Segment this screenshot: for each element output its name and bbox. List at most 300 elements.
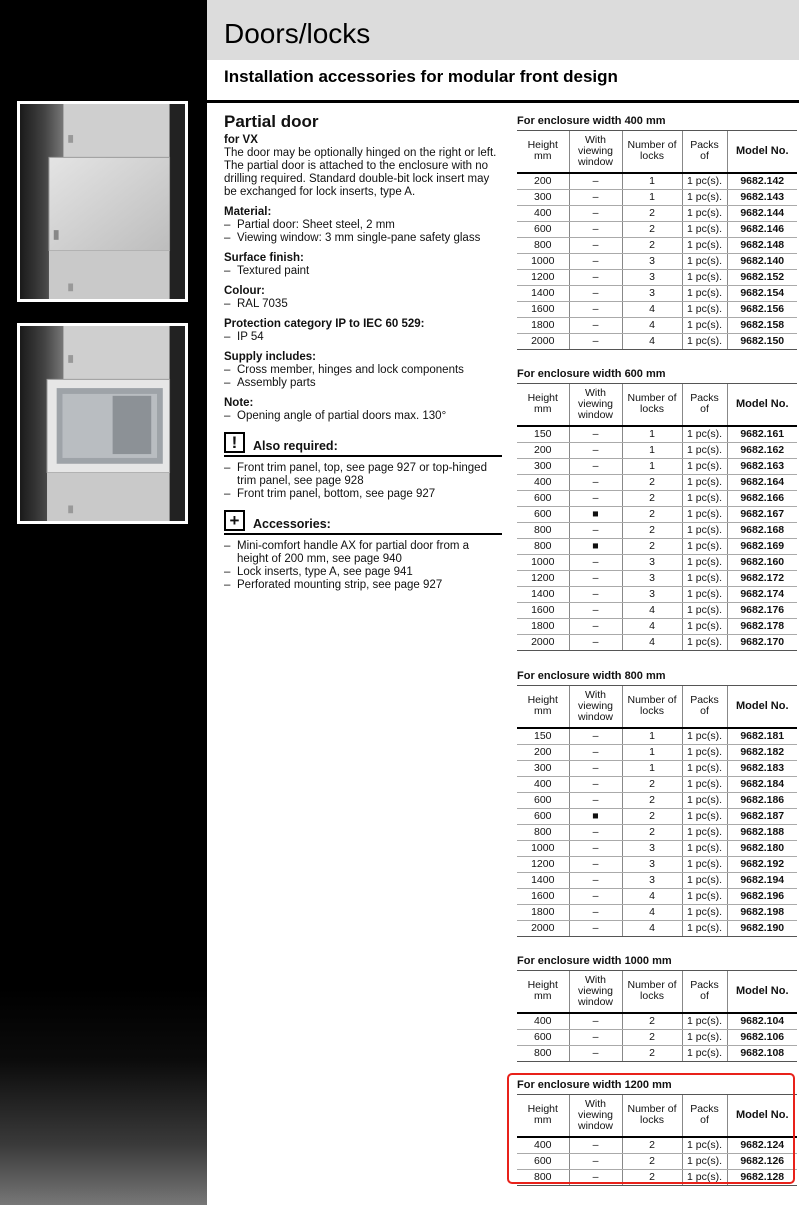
model-cell: 9682.163 bbox=[727, 458, 797, 474]
window-cell: – bbox=[569, 760, 622, 776]
locks-cell: 1 bbox=[622, 728, 682, 745]
locks-cell: 2 bbox=[622, 1137, 682, 1154]
order-table bbox=[517, 1094, 797, 1186]
window-cell: – bbox=[569, 189, 622, 205]
locks-cell: 2 bbox=[622, 205, 682, 221]
table-row bbox=[517, 1137, 797, 1154]
packs-cell: 1 pc(s). bbox=[682, 522, 727, 538]
header-line: mm bbox=[534, 150, 552, 163]
model-cell: 9682.156 bbox=[727, 301, 797, 317]
model-cell: 9682.168 bbox=[727, 522, 797, 538]
header-line: mm bbox=[534, 705, 552, 718]
packs-cell: 1 pc(s). bbox=[682, 317, 727, 333]
locks-cell: 4 bbox=[622, 333, 682, 349]
table-caption: For enclosure width 600 mm bbox=[517, 368, 666, 380]
window-cell: – bbox=[569, 792, 622, 808]
height-cell: 600 bbox=[517, 490, 569, 506]
order-table bbox=[517, 685, 797, 937]
table-row bbox=[517, 554, 797, 570]
enclosure-table bbox=[517, 954, 797, 1062]
model-cell: 9682.196 bbox=[727, 888, 797, 904]
table-row bbox=[517, 221, 797, 237]
locks-cell: 2 bbox=[622, 1169, 682, 1185]
height-cell: 1200 bbox=[517, 269, 569, 285]
height-cell: 200 bbox=[517, 173, 569, 190]
table-row bbox=[517, 189, 797, 205]
packs-cell: 1 pc(s). bbox=[682, 333, 727, 349]
column-header-packs bbox=[682, 971, 727, 1013]
table-row bbox=[517, 426, 797, 443]
locks-cell: 4 bbox=[622, 888, 682, 904]
locks-cell: 2 bbox=[622, 1153, 682, 1169]
height-cell: 150 bbox=[517, 426, 569, 443]
height-cell: 600 bbox=[517, 506, 569, 522]
packs-cell: 1 pc(s). bbox=[682, 760, 727, 776]
locks-cell: 3 bbox=[622, 570, 682, 586]
table-row bbox=[517, 506, 797, 522]
table-row bbox=[517, 1169, 797, 1185]
model-cell: 9682.174 bbox=[727, 586, 797, 602]
header-line: mm bbox=[534, 1114, 552, 1127]
header-line: Height bbox=[527, 979, 558, 992]
height-cell: 2000 bbox=[517, 920, 569, 936]
order-table bbox=[517, 383, 797, 651]
column-header-window bbox=[569, 971, 622, 1013]
section-list bbox=[224, 265, 502, 278]
header-divider bbox=[207, 100, 799, 103]
header-line: window bbox=[577, 1119, 614, 1132]
table-row bbox=[517, 744, 797, 760]
intro-text: The door may be optionally hinged on the right or left. The partial door is attached to the enclosure with no drilling required. Standard double-bit lock insert may be exchanged for lock inserts, type A. bbox=[224, 147, 497, 198]
model-cell: 9682.140 bbox=[727, 253, 797, 269]
section-heading: Protection category IP to IEC 60 529: bbox=[224, 318, 425, 330]
enclosure-table bbox=[517, 114, 797, 350]
locks-cell: 1 bbox=[622, 760, 682, 776]
window-cell: – bbox=[569, 744, 622, 760]
model-cell: 9682.167 bbox=[727, 506, 797, 522]
header-line: Packs bbox=[690, 979, 719, 992]
section-list bbox=[224, 364, 502, 390]
locks-cell: 4 bbox=[622, 602, 682, 618]
locks-cell: 4 bbox=[622, 920, 682, 936]
header-line: of bbox=[700, 990, 709, 1003]
header-line: Height bbox=[527, 1103, 558, 1116]
window-cell: – bbox=[569, 840, 622, 856]
header-line: of bbox=[700, 150, 709, 163]
height-cell: 800 bbox=[517, 1045, 569, 1061]
packs-cell: 1 pc(s). bbox=[682, 538, 727, 554]
model-cell: 9682.170 bbox=[727, 634, 797, 650]
header-line: Number of bbox=[627, 139, 677, 152]
height-cell: 200 bbox=[517, 744, 569, 760]
section-heading: Material: bbox=[224, 206, 272, 218]
header-line: locks bbox=[640, 150, 664, 163]
order-table bbox=[517, 130, 797, 350]
packs-cell: 1 pc(s). bbox=[682, 269, 727, 285]
window-cell: – bbox=[569, 1045, 622, 1061]
window-cell: – bbox=[569, 237, 622, 253]
table-caption: For enclosure width 1000 mm bbox=[517, 955, 672, 967]
packs-cell: 1 pc(s). bbox=[682, 744, 727, 760]
window-cell: – bbox=[569, 458, 622, 474]
model-cell: 9682.161 bbox=[727, 426, 797, 443]
window-cell: – bbox=[569, 888, 622, 904]
height-cell: 400 bbox=[517, 776, 569, 792]
packs-cell: 1 pc(s). bbox=[682, 221, 727, 237]
packs-cell: 1 pc(s). bbox=[682, 888, 727, 904]
column-header-locks bbox=[622, 384, 682, 426]
window-cell: – bbox=[569, 285, 622, 301]
column-header-packs bbox=[682, 686, 727, 728]
packs-cell: 1 pc(s). bbox=[682, 1169, 727, 1185]
header-line: viewing bbox=[577, 144, 614, 157]
header-line: Packs bbox=[690, 392, 719, 405]
window-cell: – bbox=[569, 1169, 622, 1185]
window-cell: – bbox=[569, 221, 622, 237]
table-row bbox=[517, 269, 797, 285]
packs-cell: 1 pc(s). bbox=[682, 189, 727, 205]
height-cell: 400 bbox=[517, 1013, 569, 1030]
locks-cell: 3 bbox=[622, 285, 682, 301]
locks-cell: 1 bbox=[622, 426, 682, 443]
locks-cell: 3 bbox=[622, 840, 682, 856]
locks-cell: 2 bbox=[622, 824, 682, 840]
packs-cell: 1 pc(s). bbox=[682, 602, 727, 618]
locks-cell: 3 bbox=[622, 554, 682, 570]
height-cell: 600 bbox=[517, 808, 569, 824]
packs-cell: 1 pc(s). bbox=[682, 904, 727, 920]
table-row bbox=[517, 458, 797, 474]
model-cell: 9682.152 bbox=[727, 269, 797, 285]
also-required-heading bbox=[224, 432, 502, 457]
height-cell: 1000 bbox=[517, 554, 569, 570]
section-list bbox=[224, 410, 502, 423]
packs-cell: 1 pc(s). bbox=[682, 426, 727, 443]
section-heading: Note: bbox=[224, 397, 254, 409]
model-cell: 9682.160 bbox=[727, 554, 797, 570]
window-cell: – bbox=[569, 269, 622, 285]
header-line: Height bbox=[527, 392, 558, 405]
section-item: – RAL 7035 bbox=[224, 298, 502, 311]
packs-cell: 1 pc(s). bbox=[682, 554, 727, 570]
window-cell: – bbox=[569, 1153, 622, 1169]
header-line: mm bbox=[534, 403, 552, 416]
section-item: – Assembly parts bbox=[224, 377, 502, 390]
window-cell: – bbox=[569, 1013, 622, 1030]
column-header-model: Model No. bbox=[727, 1095, 797, 1137]
packs-cell: 1 pc(s). bbox=[682, 253, 727, 269]
locks-cell: 1 bbox=[622, 458, 682, 474]
header-line: mm bbox=[534, 990, 552, 1003]
window-cell: – bbox=[569, 904, 622, 920]
model-cell: 9682.108 bbox=[727, 1045, 797, 1061]
column-header-model: Model No. bbox=[727, 384, 797, 426]
column-header-window bbox=[569, 1095, 622, 1137]
header-line: With bbox=[585, 133, 606, 146]
locks-cell: 2 bbox=[622, 1045, 682, 1061]
height-cell: 600 bbox=[517, 221, 569, 237]
header-line: locks bbox=[640, 403, 664, 416]
table-row bbox=[517, 824, 797, 840]
model-cell: 9682.169 bbox=[727, 538, 797, 554]
height-cell: 300 bbox=[517, 458, 569, 474]
locks-cell: 2 bbox=[622, 221, 682, 237]
height-cell: 1600 bbox=[517, 602, 569, 618]
product-title: Partial door bbox=[224, 112, 319, 131]
table-row bbox=[517, 920, 797, 936]
model-cell: 9682.192 bbox=[727, 856, 797, 872]
window-cell: – bbox=[569, 301, 622, 317]
model-cell: 9682.180 bbox=[727, 840, 797, 856]
header-line: viewing bbox=[577, 984, 614, 997]
model-cell: 9682.172 bbox=[727, 570, 797, 586]
locks-cell: 4 bbox=[622, 618, 682, 634]
table-row bbox=[517, 237, 797, 253]
list-item: – Front trim panel, top, see page 927 or top-hinged trim panel, see page 928 bbox=[224, 462, 502, 488]
packs-cell: 1 pc(s). bbox=[682, 776, 727, 792]
packs-cell: 1 pc(s). bbox=[682, 840, 727, 856]
table-row bbox=[517, 474, 797, 490]
section-item: – Partial door: Sheet steel, 2 mm bbox=[224, 219, 502, 232]
header-line: of bbox=[700, 1114, 709, 1127]
column-header-locks bbox=[622, 971, 682, 1013]
column-header-window bbox=[569, 384, 622, 426]
table-row bbox=[517, 285, 797, 301]
packs-cell: 1 pc(s). bbox=[682, 285, 727, 301]
column-header-window bbox=[569, 131, 622, 173]
column-header-height bbox=[517, 686, 569, 728]
table-caption: For enclosure width 800 mm bbox=[517, 670, 666, 682]
column-header-packs bbox=[682, 384, 727, 426]
height-cell: 1400 bbox=[517, 872, 569, 888]
height-cell: 1000 bbox=[517, 253, 569, 269]
packs-cell: 1 pc(s). bbox=[682, 570, 727, 586]
list-item: – Perforated mounting strip, see page 927 bbox=[224, 579, 502, 592]
header-line: Height bbox=[527, 694, 558, 707]
section-item: – Viewing window: 3 mm single-pane safety glass bbox=[224, 232, 502, 245]
model-cell: 9682.190 bbox=[727, 920, 797, 936]
height-cell: 1600 bbox=[517, 301, 569, 317]
height-cell: 1800 bbox=[517, 317, 569, 333]
table-row bbox=[517, 872, 797, 888]
header-line: With bbox=[585, 386, 606, 399]
table-row bbox=[517, 253, 797, 269]
packs-cell: 1 pc(s). bbox=[682, 474, 727, 490]
model-cell: 9682.148 bbox=[727, 237, 797, 253]
locks-cell: 2 bbox=[622, 776, 682, 792]
packs-cell: 1 pc(s). bbox=[682, 506, 727, 522]
model-cell: 9682.186 bbox=[727, 792, 797, 808]
model-cell: 9682.144 bbox=[727, 205, 797, 221]
header-line: viewing bbox=[577, 1108, 614, 1121]
enclosure-table bbox=[517, 669, 797, 937]
exclamation-icon: ! bbox=[224, 432, 245, 453]
table-row bbox=[517, 760, 797, 776]
model-cell: 9682.158 bbox=[727, 317, 797, 333]
page-title: Doors/locks bbox=[224, 18, 371, 49]
locks-cell: 2 bbox=[622, 490, 682, 506]
column-header-model: Model No. bbox=[727, 686, 797, 728]
packs-cell: 1 pc(s). bbox=[682, 920, 727, 936]
packs-cell: 1 pc(s). bbox=[682, 618, 727, 634]
height-cell: 800 bbox=[517, 538, 569, 554]
column-header-locks bbox=[622, 131, 682, 173]
table-row bbox=[517, 570, 797, 586]
model-cell: 9682.183 bbox=[727, 760, 797, 776]
column-header-packs bbox=[682, 1095, 727, 1137]
packs-cell: 1 pc(s). bbox=[682, 442, 727, 458]
column-header-model: Model No. bbox=[727, 131, 797, 173]
locks-cell: 4 bbox=[622, 301, 682, 317]
partial-door-window-photo bbox=[17, 323, 188, 524]
height-cell: 800 bbox=[517, 824, 569, 840]
height-cell: 1400 bbox=[517, 285, 569, 301]
window-cell: – bbox=[569, 490, 622, 506]
window-cell: – bbox=[569, 856, 622, 872]
window-cell: – bbox=[569, 442, 622, 458]
window-cell: – bbox=[569, 333, 622, 349]
window-cell: – bbox=[569, 522, 622, 538]
packs-cell: 1 pc(s). bbox=[682, 301, 727, 317]
enclosure-table bbox=[517, 367, 797, 651]
packs-cell: 1 pc(s). bbox=[682, 824, 727, 840]
table-row bbox=[517, 490, 797, 506]
table-row bbox=[517, 728, 797, 745]
packs-cell: 1 pc(s). bbox=[682, 856, 727, 872]
header-line: window bbox=[577, 408, 614, 421]
table-row bbox=[517, 173, 797, 190]
list-item: – Front trim panel, bottom, see page 927 bbox=[224, 488, 502, 501]
packs-cell: 1 pc(s). bbox=[682, 634, 727, 650]
locks-cell: 1 bbox=[622, 189, 682, 205]
window-cell: ■ bbox=[569, 538, 622, 554]
table-row bbox=[517, 904, 797, 920]
table-row bbox=[517, 538, 797, 554]
height-cell: 600 bbox=[517, 1029, 569, 1045]
column-header-model: Model No. bbox=[727, 971, 797, 1013]
section-list bbox=[224, 298, 502, 311]
model-cell: 9682.126 bbox=[727, 1153, 797, 1169]
packs-cell: 1 pc(s). bbox=[682, 458, 727, 474]
window-cell: ■ bbox=[569, 506, 622, 522]
header-line: With bbox=[585, 973, 606, 986]
model-cell: 9682.128 bbox=[727, 1169, 797, 1185]
packs-cell: 1 pc(s). bbox=[682, 205, 727, 221]
height-cell: 300 bbox=[517, 189, 569, 205]
table-row bbox=[517, 1013, 797, 1030]
enclosure-table bbox=[517, 1078, 797, 1186]
table-row bbox=[517, 888, 797, 904]
product-description bbox=[224, 111, 502, 592]
model-cell: 9682.187 bbox=[727, 808, 797, 824]
column-header-height bbox=[517, 131, 569, 173]
model-cell: 9682.166 bbox=[727, 490, 797, 506]
list-item: – Mini-comfort handle AX for partial door from a height of 200 mm, see page 940 bbox=[224, 540, 502, 566]
window-cell: – bbox=[569, 474, 622, 490]
table-row bbox=[517, 333, 797, 349]
height-cell: 800 bbox=[517, 237, 569, 253]
plus-icon: + bbox=[224, 510, 245, 531]
window-cell: – bbox=[569, 824, 622, 840]
window-cell: – bbox=[569, 776, 622, 792]
accessories-list bbox=[224, 540, 502, 592]
window-cell: – bbox=[569, 426, 622, 443]
header-line: Packs bbox=[690, 694, 719, 707]
window-cell: – bbox=[569, 920, 622, 936]
packs-cell: 1 pc(s). bbox=[682, 173, 727, 190]
locks-cell: 1 bbox=[622, 744, 682, 760]
table-row bbox=[517, 618, 797, 634]
header-line: window bbox=[577, 710, 614, 723]
section-list bbox=[224, 219, 502, 245]
column-header-packs bbox=[682, 131, 727, 173]
section-item: – Cross member, hinges and lock components bbox=[224, 364, 502, 377]
locks-cell: 3 bbox=[622, 586, 682, 602]
section-item: – Textured paint bbox=[224, 265, 502, 278]
model-cell: 9682.143 bbox=[727, 189, 797, 205]
window-cell: – bbox=[569, 317, 622, 333]
height-cell: 600 bbox=[517, 792, 569, 808]
model-cell: 9682.164 bbox=[727, 474, 797, 490]
packs-cell: 1 pc(s). bbox=[682, 872, 727, 888]
table-row bbox=[517, 634, 797, 650]
table-row bbox=[517, 522, 797, 538]
model-cell: 9682.142 bbox=[727, 173, 797, 190]
header-line: window bbox=[577, 995, 614, 1008]
packs-cell: 1 pc(s). bbox=[682, 1137, 727, 1154]
window-cell: – bbox=[569, 728, 622, 745]
order-table bbox=[517, 970, 797, 1062]
window-cell: – bbox=[569, 586, 622, 602]
window-cell: – bbox=[569, 205, 622, 221]
header-line: locks bbox=[640, 1114, 664, 1127]
column-header-height bbox=[517, 384, 569, 426]
header-line: of bbox=[700, 705, 709, 718]
height-cell: 1000 bbox=[517, 840, 569, 856]
header-line: of bbox=[700, 403, 709, 416]
model-cell: 9682.184 bbox=[727, 776, 797, 792]
model-cell: 9682.198 bbox=[727, 904, 797, 920]
table-row bbox=[517, 602, 797, 618]
height-cell: 1800 bbox=[517, 618, 569, 634]
section-item: – IP 54 bbox=[224, 331, 502, 344]
header-line: Number of bbox=[627, 979, 677, 992]
window-cell: – bbox=[569, 253, 622, 269]
model-cell: 9682.194 bbox=[727, 872, 797, 888]
section-heading: Supply includes: bbox=[224, 351, 317, 363]
model-cell: 9682.154 bbox=[727, 285, 797, 301]
section-heading: Colour: bbox=[224, 285, 265, 297]
locks-cell: 4 bbox=[622, 634, 682, 650]
product-for-line: for VX bbox=[224, 134, 258, 146]
packs-cell: 1 pc(s). bbox=[682, 808, 727, 824]
table-row bbox=[517, 808, 797, 824]
table-row bbox=[517, 317, 797, 333]
table-caption: For enclosure width 1200 mm bbox=[517, 1079, 672, 1091]
height-cell: 2000 bbox=[517, 333, 569, 349]
section-item: – Opening angle of partial doors max. 130° bbox=[224, 410, 502, 423]
window-cell: ■ bbox=[569, 808, 622, 824]
locks-cell: 3 bbox=[622, 872, 682, 888]
height-cell: 200 bbox=[517, 442, 569, 458]
product-intro bbox=[224, 147, 502, 199]
also-required-label: Also required: bbox=[253, 439, 338, 453]
window-cell: – bbox=[569, 554, 622, 570]
table-caption: For enclosure width 400 mm bbox=[517, 115, 666, 127]
height-cell: 300 bbox=[517, 760, 569, 776]
model-cell: 9682.178 bbox=[727, 618, 797, 634]
column-header-height bbox=[517, 1095, 569, 1137]
